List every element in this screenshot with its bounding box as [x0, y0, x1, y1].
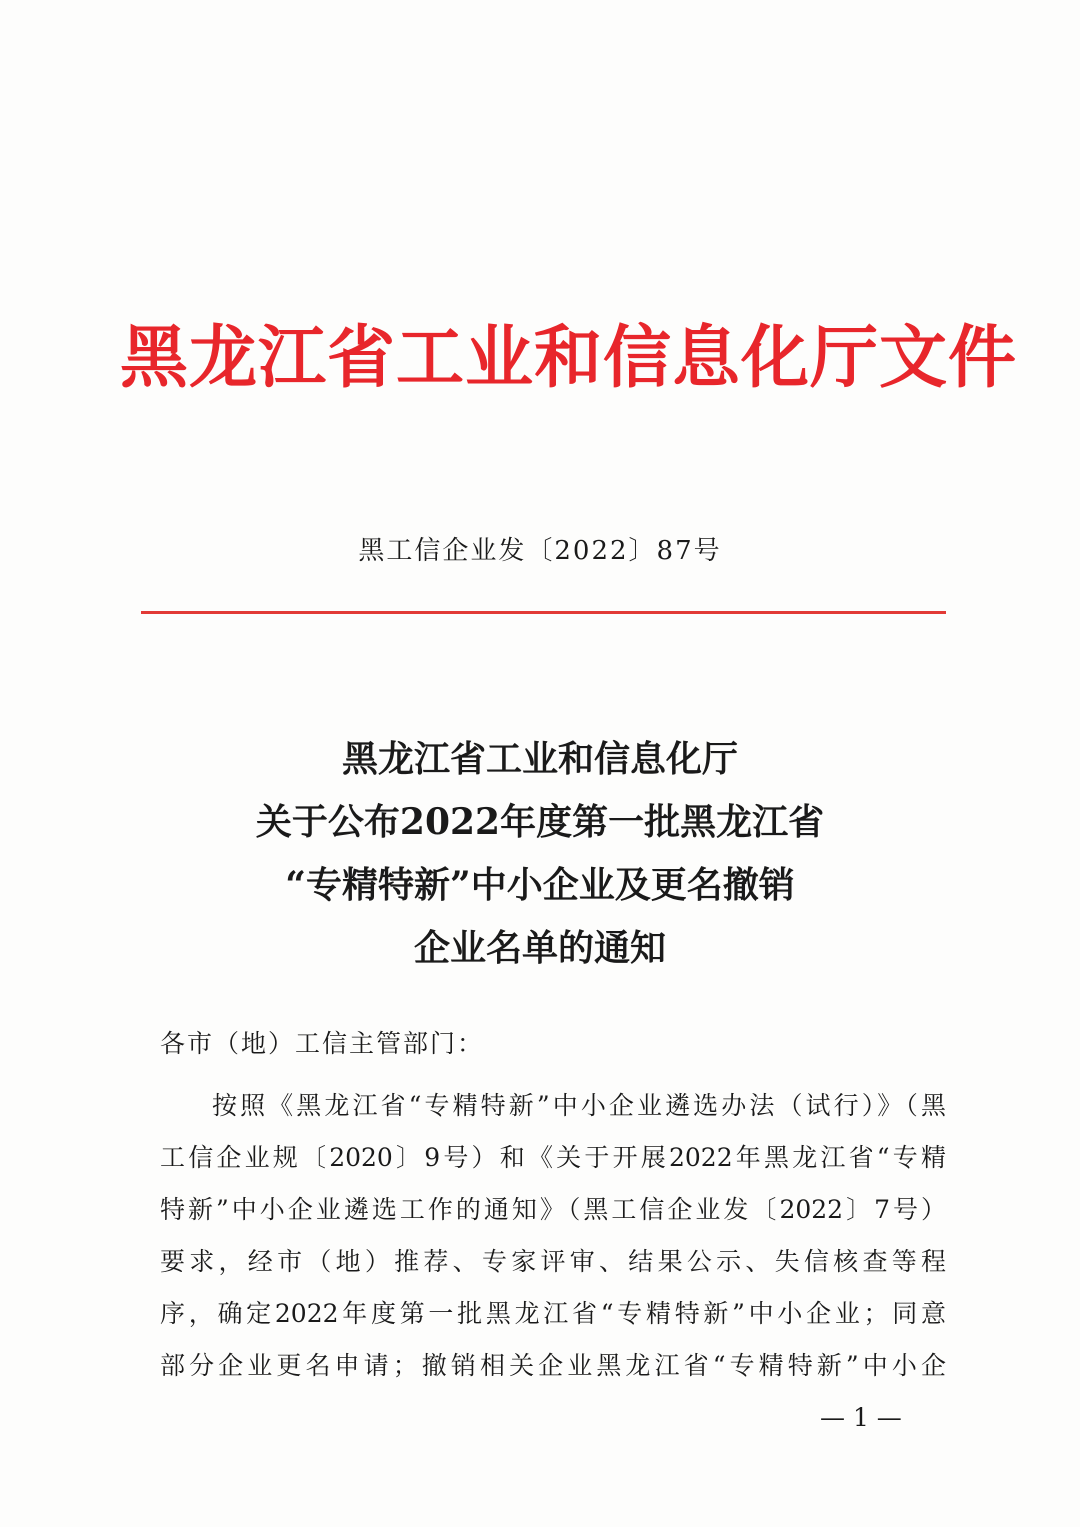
document-title	[120, 728, 960, 980]
document-number: 黑工信企业发〔2022〕87号	[358, 536, 722, 566]
body-line: 特新”中小企业遴选工作的通知》（黑工信企业发〔2022〕7号）	[160, 1195, 946, 1224]
red-divider-rule	[141, 611, 946, 614]
title-line: 企业名单的通知	[413, 927, 666, 969]
title-line: “专精特新”中小企业及更名撤销	[285, 864, 795, 906]
body-paragraph	[160, 1080, 946, 1392]
page-number: — 1 —	[820, 1403, 902, 1432]
body-line: 按照《黑龙江省“专精特新”中小企业遴选办法（试行）》（黑	[212, 1091, 946, 1120]
title-line: 黑龙江省工业和信息化厅	[341, 738, 738, 780]
body-line: 序，确定2022年度第一批黑龙江省“专精特新”中小企业；同意	[160, 1299, 946, 1328]
body-line: 要求，经市（地）推荐、专家评审、结果公示、失信核查等程	[160, 1247, 946, 1276]
salutation: 各市（地）工信主管部门：	[160, 1029, 485, 1058]
body-line: 部分企业更名申请；撤销相关企业黑龙江省“专精特新”中小企	[160, 1351, 946, 1380]
issuer-masthead: 黑龙江省工业和信息化厅文件	[120, 319, 1018, 398]
title-line: 关于公布2022年度第一批黑龙江省	[255, 801, 825, 843]
body-line: 工信企业规〔2020〕9号）和《关于开展2022年黑龙江省“专精	[160, 1143, 946, 1172]
